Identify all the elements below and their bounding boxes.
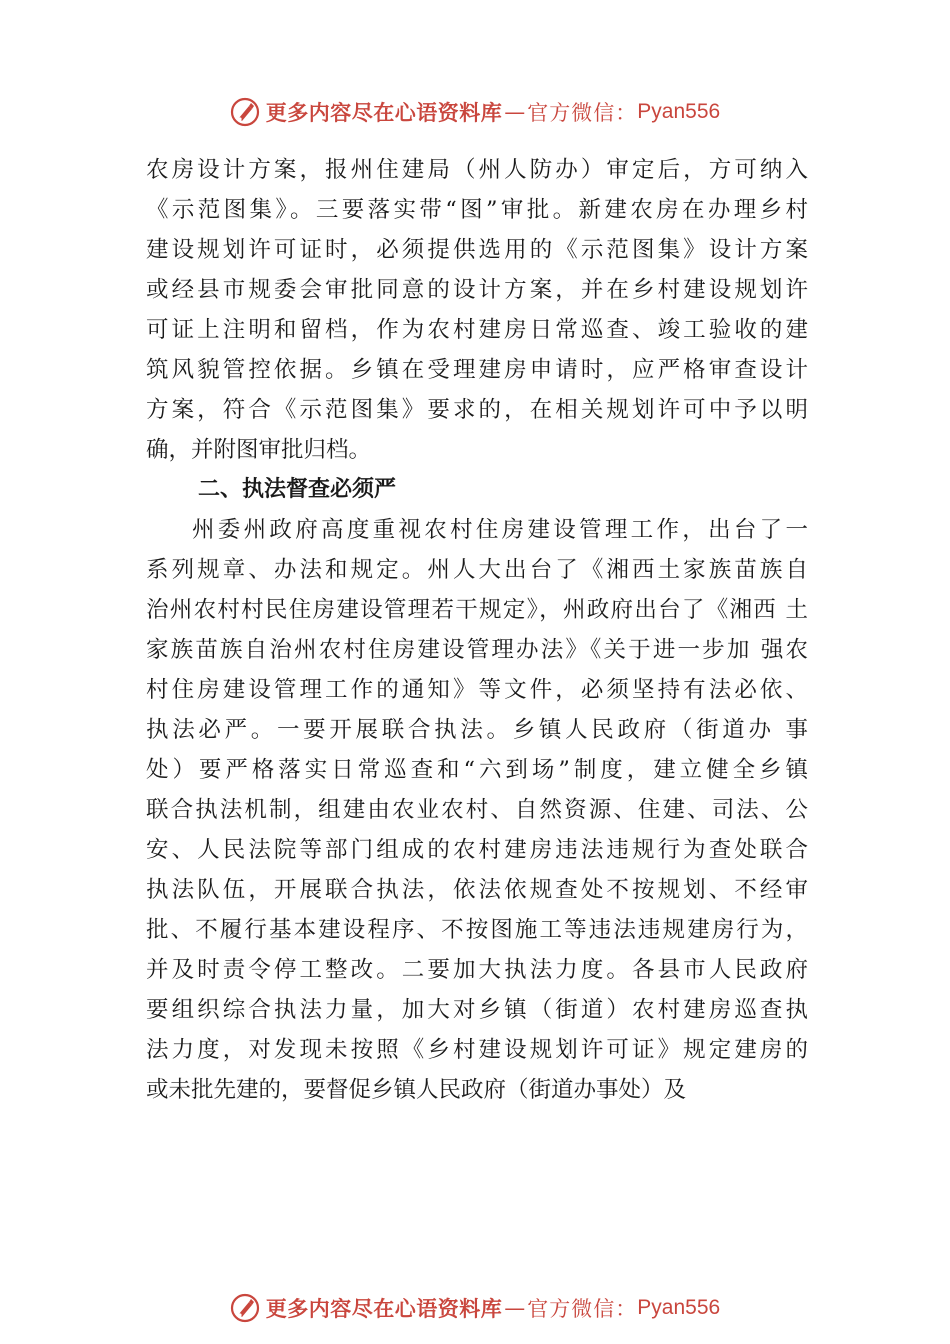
watermark-separator: — (504, 1296, 526, 1320)
text-line: 筑风貌管控依据。乡镇在受理建房申请时，应严格审查设计 (146, 357, 808, 383)
text-line: 联合执法机制，组建由农业农村、自然资源、住建、司法、公 (146, 797, 808, 823)
text-line: 治州农村村民住房建设管理若干规定》，州政府出台了《湘西 土 (146, 597, 808, 623)
text-line: 并及时责令停工整改。二要加大执法力度。各县市人民政府 (146, 957, 808, 983)
text-line: 要组织综合执法力量，加大对乡镇（街道）农村建房巡查执 (146, 997, 808, 1023)
document-body (146, 150, 808, 1110)
text-line: 建设规划许可证时，必须提供选用的《示范图集》设计方案 (146, 237, 808, 263)
watermark-main-text: 更多内容尽在心语资料库 (265, 1296, 503, 1321)
watermark-header (0, 92, 950, 132)
text-line: 州委州政府高度重视农村住房建设管理工作，出台了一 (192, 517, 808, 543)
watermark-wechat-id: Pyan556 (637, 100, 721, 123)
text-line: 处）要严格落实日常巡查和“六到场”制度，建立健全乡镇 (146, 757, 808, 783)
watermark-label: 官方微信： (527, 1297, 638, 1321)
watermark-label: 官方微信： (527, 101, 638, 125)
text-line: 批、不履行基本建设程序、不按图施工等违法违规建房行为， (146, 917, 808, 943)
text-line: 方案，符合《示范图集》要求的，在相关规划许可中予以明 (146, 397, 808, 423)
paragraph-1 (146, 150, 808, 470)
text-line: 《示范图集》。三要落实带“图”审批。新建农房在办理乡村 (146, 197, 808, 223)
text-line: 安、人民法院等部门组成的农村建房违法违规行为查处联合 (146, 837, 808, 863)
text-line: 或经县市规委会审批同意的设计方案，并在乡村建设规划许 (146, 277, 808, 303)
text-line: 系列规章、办法和规定。州人大出台了《湘西土家族苗族自 (146, 557, 808, 583)
text-line: 法力度，对发现未按照《乡村建设规划许可证》规定建房的 (146, 1037, 808, 1063)
watermark-main-text: 更多内容尽在心语资料库 (265, 100, 503, 125)
text-line: 执法队伍，开展联合执法，依法依规查处不按规划、不经审 (146, 877, 808, 903)
watermark-separator: — (504, 100, 526, 124)
text-line: 执法必严。一要开展联合执法。乡镇人民政府（街道办 事 (146, 717, 808, 743)
paragraph-2 (146, 510, 808, 1110)
text-line: 家族苗族自治州农村住房建设管理办法》《关于进一步加 强农 (146, 637, 808, 663)
watermark-footer (0, 1288, 950, 1328)
text-line: 农房设计方案，报州住建局（州人防办）审定后，方可纳入 (146, 157, 808, 183)
text-line: 确，并附图审批归档。 (146, 437, 372, 463)
pen-nib-icon (230, 1293, 260, 1323)
text-line: 村住房建设管理工作的通知》等文件，必须坚持有法必依、 (146, 677, 808, 703)
pen-nib-icon (230, 97, 260, 127)
watermark-wechat-id: Pyan556 (637, 1296, 721, 1319)
section-heading: 二、执法督查必须严 (198, 477, 397, 502)
text-line: 可证上注明和留档，作为农村建房日常巡查、竣工验收的建 (146, 317, 808, 343)
text-line: 或未批先建的，要督促乡镇人民政府（街道办事处）及 (146, 1077, 687, 1103)
